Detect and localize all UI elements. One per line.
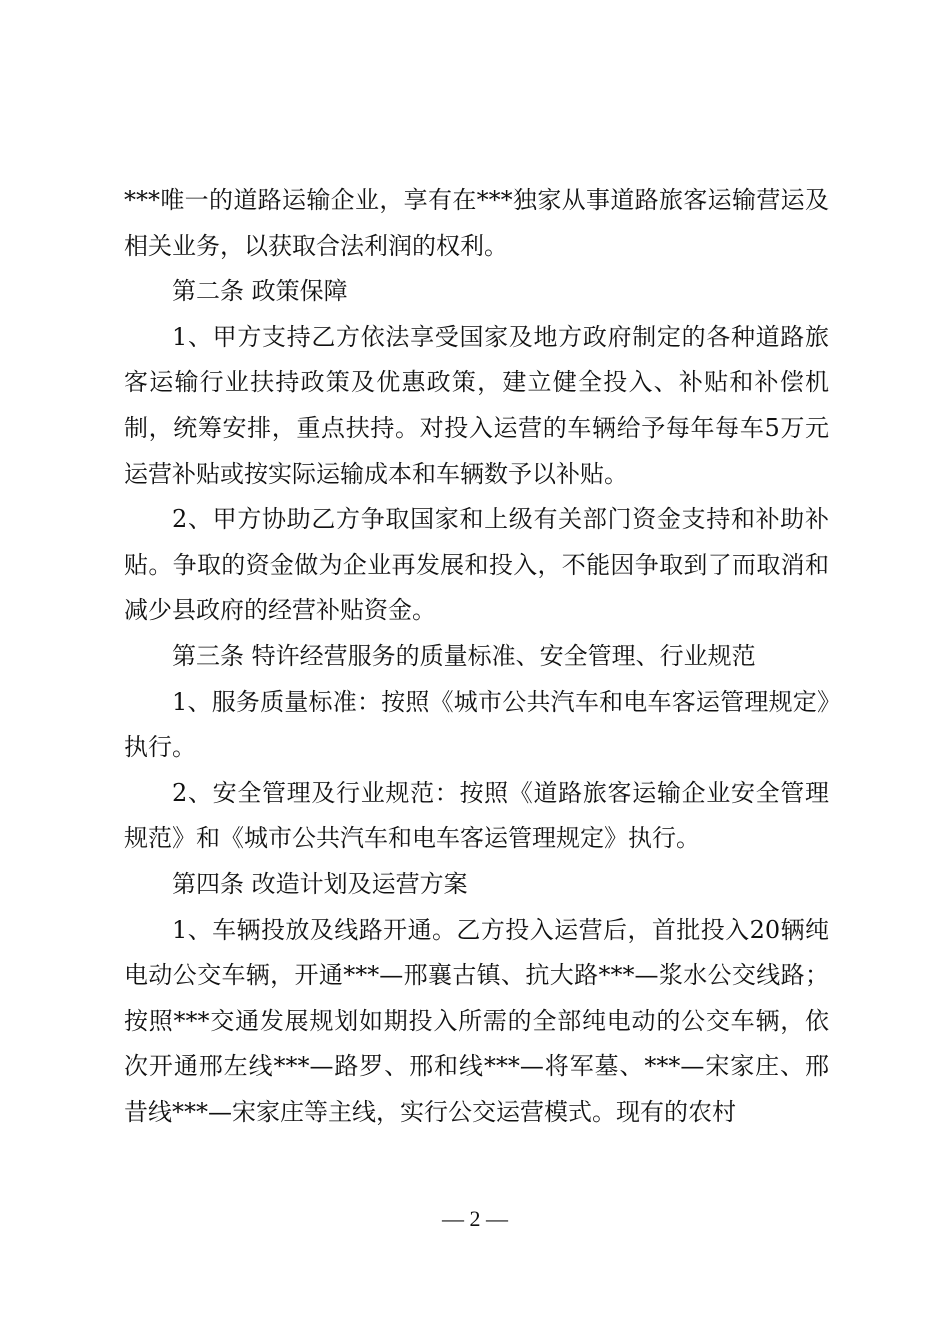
paragraph-safety-management: 2、安全管理及行业规范：按照《道路旅客运输企业安全管理规范》和《城市公共汽车和电车客运管理规定》执行。 (124, 778, 829, 853)
paragraph-vehicle-deployment: 1、车辆投放及线路开通。乙方投入运营后，首批投入20辆纯电动公交车辆，开通***—邢襄古镇、抗大路***—浆水公交线路；按照***交通发展规划如期投入所需的全部纯电动的公交车辆，依次开通邢左线***—路罗、邢和线***—将军墓、***—宋家庄、邢昔线***—宋家庄等主线，实行公交运营模式。现有的农村 (124, 915, 829, 1126)
paragraph-continuation: ***唯一的道路运输企业，享有在***独家从事道路旅客运输营运及相关业务，以获取合法利润的权利。 (124, 186, 829, 260)
article-heading-2: 第二条 政策保障 (172, 277, 348, 306)
document-body (124, 178, 829, 1135)
paragraph-service-quality: 1、服务质量标准：按照《城市公共汽车和电车客运管理规定》执行。 (124, 687, 829, 762)
article-heading-3: 第三条 特许经营服务的质量标准、安全管理、行业规范 (172, 641, 756, 670)
article-heading-4: 第四条 改造计划及运营方案 (172, 869, 468, 898)
paragraph-policy-support-1: 1、甲方支持乙方依法享受国家及地方政府制定的各种道路旅客运输行业扶持政策及优惠政策，建立健全投入、补贴和补偿机制，统筹安排，重点扶持。对投入运营的车辆给予每年每车5万元运营补贴或按实际运输成本和车辆数予以补贴。 (124, 322, 829, 488)
paragraph-policy-support-2: 2、甲方协助乙方争取国家和上级有关部门资金支持和补助补贴。争取的资金做为企业再发展和投入，不能因争取到了而取消和减少县政府的经营补贴资金。 (124, 505, 829, 625)
page-number: — 2 — (442, 1206, 508, 1231)
